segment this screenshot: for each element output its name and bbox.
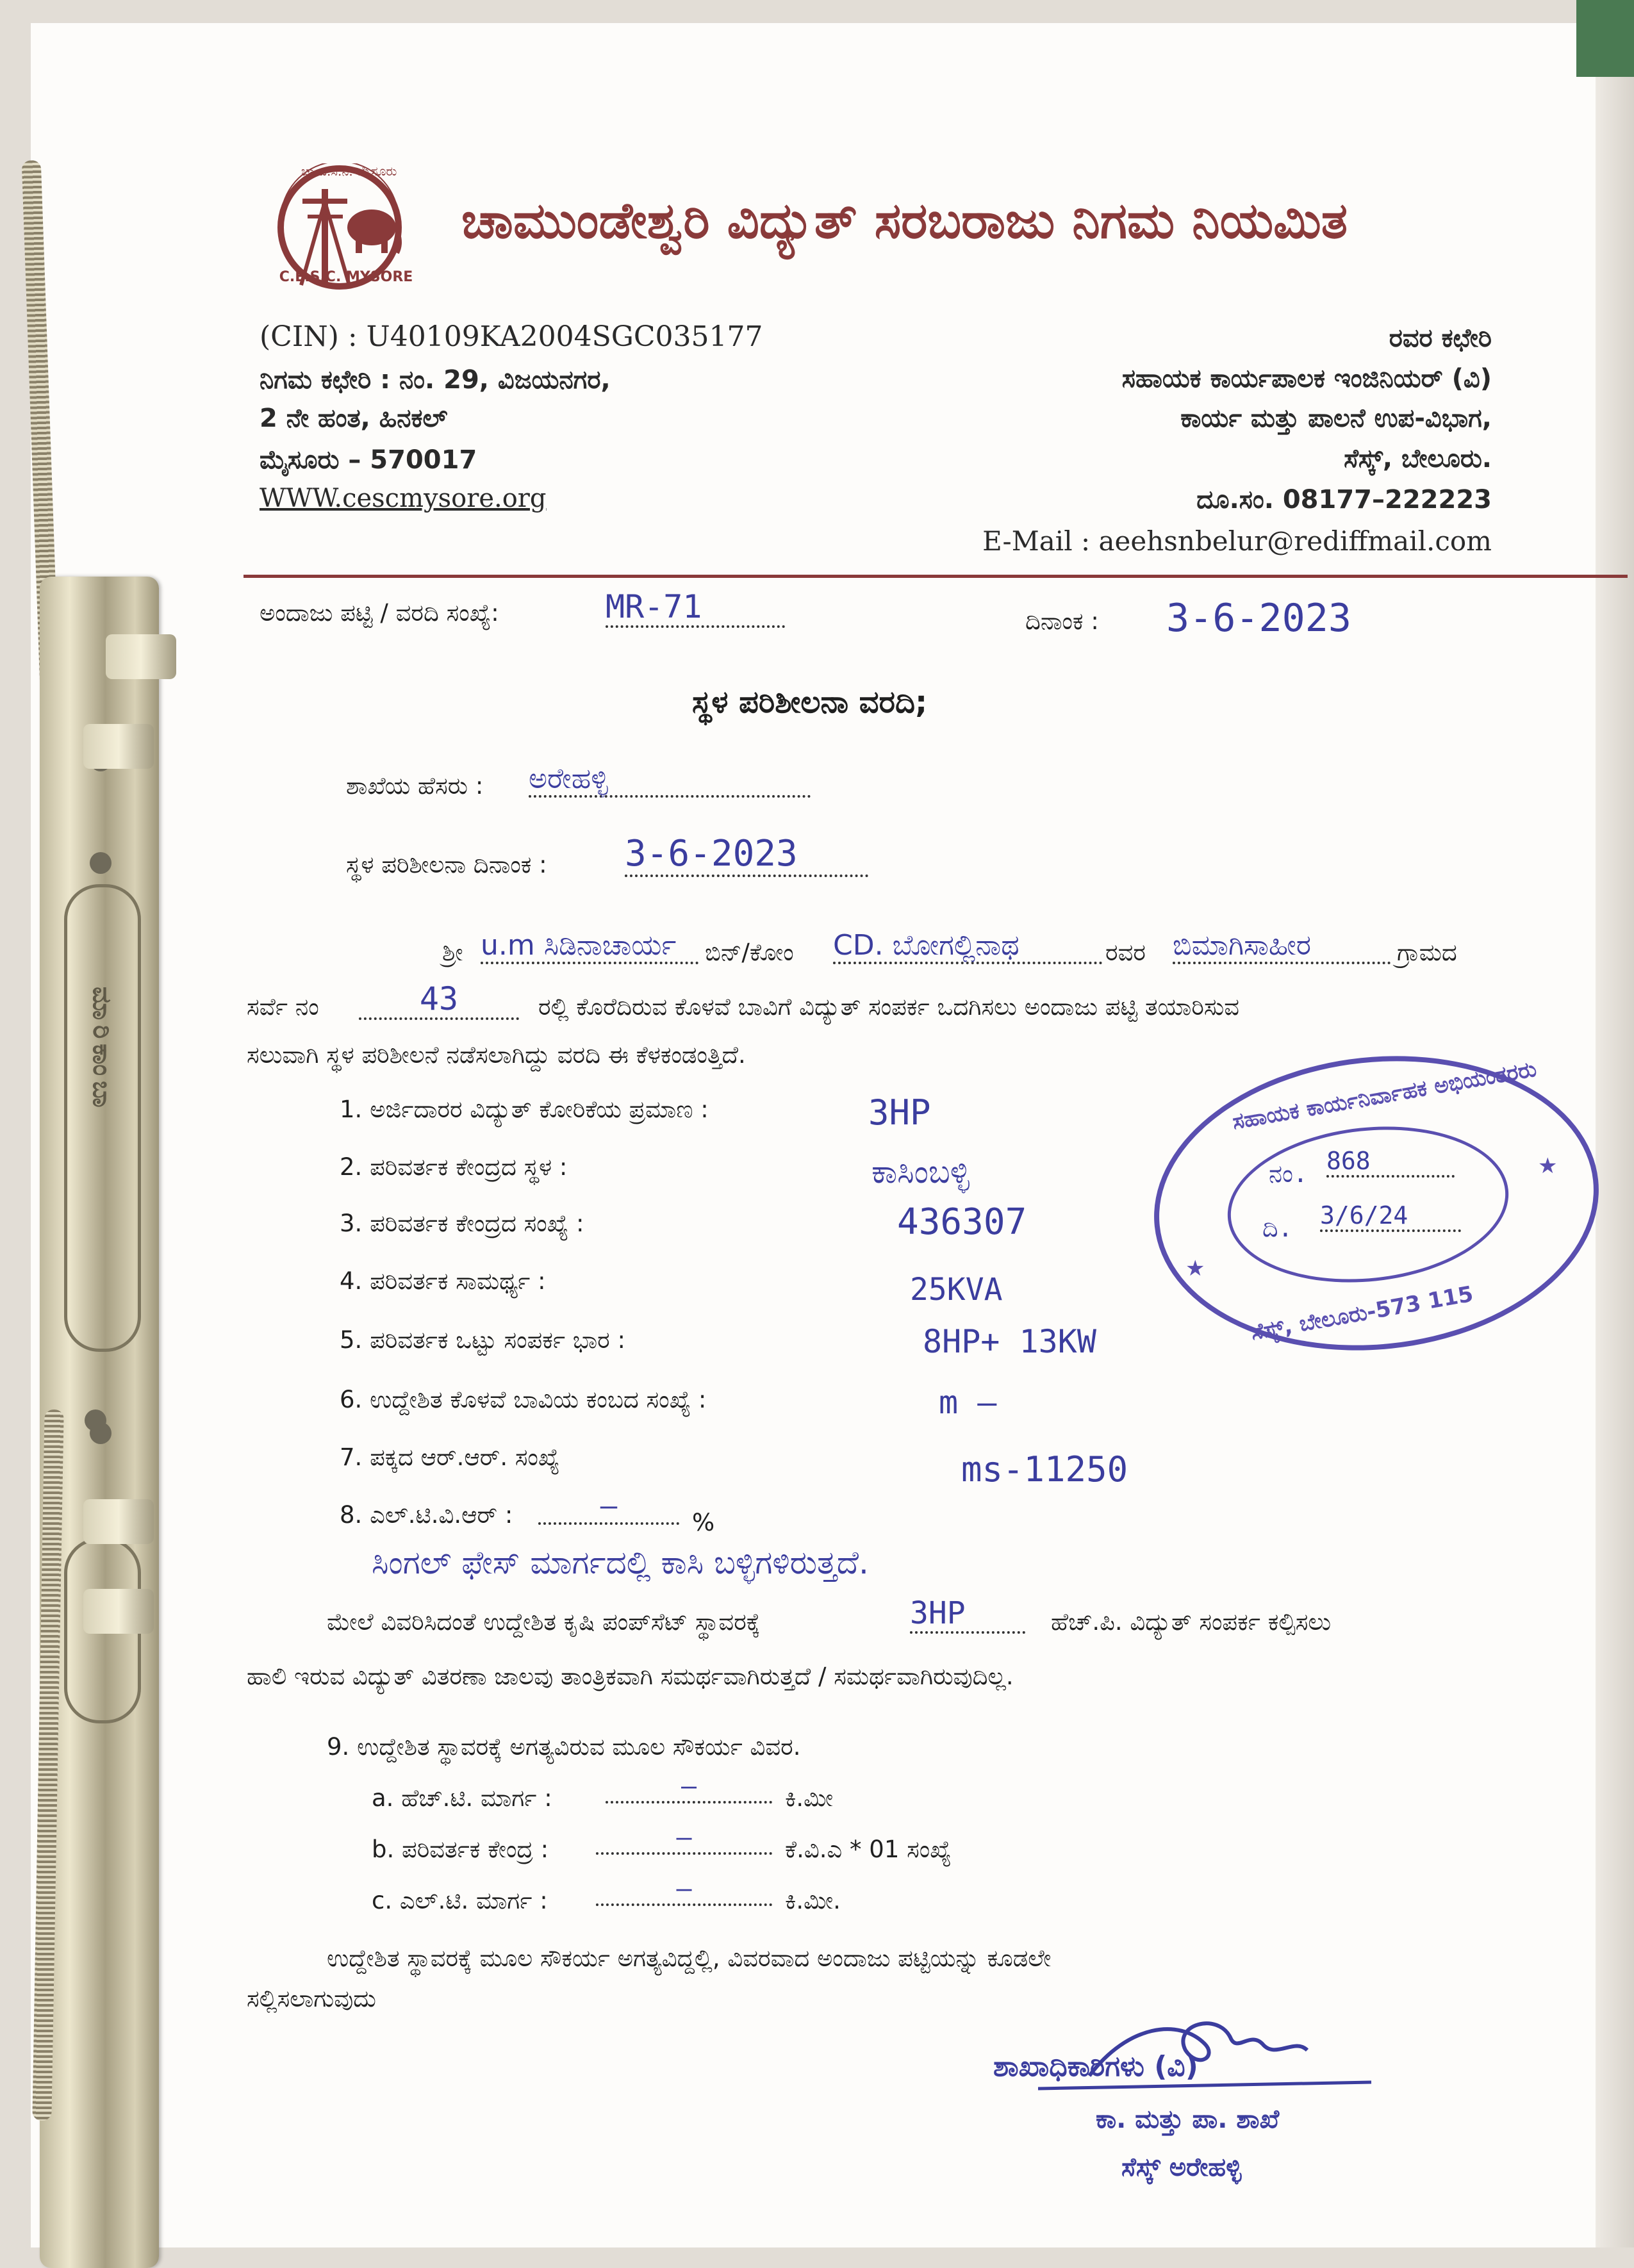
infra-row-label: c. ಎಲ್.ಟಿ. ಮಾರ್ಗ : (372, 1887, 548, 1914)
item-label: 6. ಉದ್ದೇಶಿತ ಕೊಳವೆ ಬಾವಿಯ ಕಂಬದ ಸಂಖ್ಯೆ : (340, 1386, 707, 1413)
village-suffix: ಗ್ರಾಮದ (1397, 939, 1457, 966)
item-label: 2. ಪರಿವರ್ತಕ ಕೇಂದ್ರದ ಸ್ಥಳ : (340, 1153, 568, 1181)
item-value: 25KVA (910, 1272, 1003, 1308)
office-division: ಕಾರ್ಯ ಮತ್ತು ಪಾಲನೆ ಉಪ-ವಿಭಾಗ, (1180, 404, 1492, 433)
organization-name: ಚಾಮುಂಡೇಶ್ವರಿ ವಿದ್ಯುತ್ ಸರಬರಾಜು ನಿಗಮ ನಿಯಮಿತ (461, 192, 1348, 250)
seal-number-label: ನಂ. (1269, 1160, 1308, 1188)
signatory-title: ಶಾಖಾಧಿಕಾರಿಗಳು (ವಿ) (993, 2050, 1198, 2083)
seal-top-text: ಸಹಾಯಕ ಕಾರ್ಯನಿರ್ವಾಹಕ ಅಭಿಯಂತರರು (1230, 1056, 1539, 1135)
infra-row-value: — (606, 1771, 772, 1804)
office-of: ರವರ ಕಛೇರಿ (1389, 324, 1492, 353)
applicant-name: u.m ಸಿಡಿನಾಚಾರ್ಯ (481, 929, 698, 964)
applicant-prefix: ಶ್ರೀ (442, 939, 463, 966)
cin-number: (CIN) : U40109KA2004SGC035177 (260, 320, 763, 353)
item-label: 4. ಪರಿವರ್ತಕ ಸಾಮರ್ಥ್ಯ : (340, 1267, 546, 1295)
office-phone: ದೂ.ಸಂ. 08177–222223 (1196, 485, 1492, 514)
conclusion-hp-value: 3HP (910, 1595, 1025, 1634)
page-edge (1596, 0, 1634, 2247)
office-title: ಸಹಾಯಕ ಕಾರ್ಯಪಾಲಕ ಇಂಜಿನಿಯರ್ (ವಿ) (1121, 364, 1492, 393)
item-value: 8HP+ 13KW (923, 1323, 1096, 1360)
infra-row-label: a. ಹೆಚ್.ಟಿ. ಮಾರ್ಗ : (372, 1784, 552, 1812)
conclusion-text: ಹೆಚ್.ಪಿ. ವಿದ್ಯುತ್ ಸಂಪರ್ಕ ಕಲ್ಪಿಸಲು (1051, 1608, 1332, 1636)
ltvr-label: 8. ಎಲ್.ಟಿ.ವಿ.ಆರ್ : (340, 1501, 513, 1529)
address-line-2: 2 ನೇ ಹಂತ, ಹಿನಕಲ್ (260, 404, 448, 433)
relation-name: CD. ಬೋಗಲ್ಲಿನಾಥ (833, 929, 1102, 964)
infra-row-unit: ಕಿ.ಮೀ. (785, 1887, 841, 1914)
corporate-office: ನಿಗಮ ಕಛೇರಿ : ನಂ. 29, ವಿಜಯನಗರ, (260, 365, 611, 395)
survey-text: ರಲ್ಲಿ ಕೊರೆದಿರುವ ಕೊಳವೆ ಬಾವಿಗೆ ವಿದ್ಯುತ್ ಸಂಪರ್ಕ ಒದಗಿಸಲು ಅಂದಾಜು ಪಟ್ಟಿ ತಯಾರಿಸುವ (538, 993, 1240, 1021)
header-divider (243, 575, 1628, 578)
binder-tab (106, 634, 176, 679)
seal-date-value: 3/6/24 (1320, 1201, 1461, 1232)
estimate-number-label: ಅಂದಾಜು ಪಟ್ಟಿ / ವರದಿ ಸಂಖ್ಯೆ: (260, 599, 499, 627)
office-place: ಸೆಸ್ಕ್, ಬೇಲೂರು. (1344, 444, 1492, 473)
item-label: 1. ಅರ್ಜಿದಾರರ ವಿದ್ಯುತ್ ಕೋರಿಕೆಯ ಪ್ರಮಾಣ : (340, 1096, 709, 1123)
item-value: 3HP (868, 1092, 931, 1133)
folder-corner (1576, 0, 1634, 77)
item-label: 5. ಪರಿವರ್ತಕ ಒಟ್ಟು ಸಂಪರ್ಕ ಭಾರ : (340, 1326, 625, 1354)
item-label: 3. ಪರಿವರ್ತಕ ಕೇಂದ್ರದ ಸಂಖ್ಯೆ : (340, 1210, 584, 1237)
infra-row-unit: ಕೆ.ವಿ.ಎ * 01 ಸಂಖ್ಯೆ (785, 1836, 952, 1863)
item-label: 7. ಪಕ್ಕದ ಆರ್.ಆರ್. ಸಂಖ್ಯೆ (340, 1443, 560, 1471)
date-value: 3-6-2023 (1166, 596, 1351, 641)
estimate-number-value: MR-71 (606, 588, 785, 628)
inspection-date-value: 3-6-2023 (625, 833, 868, 877)
conclusion-text-2: ಹಾಲಿ ಇರುವ ವಿದ್ಯುತ್ ವಿತರಣಾ ಜಾಲವು ತಾಂತ್ರಿಕವಾಗಿ ಸಮರ್ಥವಾಗಿರುತ್ತದೆ / ಸಮರ್ಥವಾಗಿರುವುದಿಲ್ಲ. (247, 1663, 1014, 1690)
signatory-place: ಸೆಸ್ಕ್ ಅರೇಹಳ್ಳಿ (1121, 2153, 1242, 2182)
infra-row-value: — (596, 1823, 772, 1855)
address-line-3: ಮೈಸೂರು – 570017 (260, 445, 477, 475)
branch-value: ಅರೇಹಳ್ಳಿ (529, 762, 811, 798)
item-value: 436307 (897, 1201, 1027, 1243)
logo-arc-text: ಚಾ.ವಿ.ಸ.ನಿ. ಮೈಸೂರು (301, 163, 397, 179)
binder-hole (90, 852, 111, 874)
survey-value: 43 (359, 980, 519, 1020)
binder-tab (83, 1589, 154, 1634)
village-name: ಬಿಮಾಗಿಸಾಹೀರ (1173, 929, 1391, 964)
survey-label: ಸರ್ವೆ ನಂ (247, 993, 319, 1021)
website-link[interactable]: WWW.cescmysore.org (260, 484, 547, 513)
item-value: m — (939, 1384, 997, 1421)
date-label: ದಿನಾಂಕ : (1025, 607, 1099, 635)
village-prefix: ರವರ (1105, 939, 1146, 966)
inspection-date-label: ಸ್ಥಳ ಪರಿಶೀಲನಾ ದಿನಾಂಕ : (346, 851, 547, 878)
infra-row-label: b. ಪರಿವರ್ತಕ ಕೇಂದ್ರ : (372, 1836, 549, 1863)
conclusion-text: ಮೇಲೆ ವಿವರಿಸಿದಂತೆ ಉದ್ದೇಶಿತ ಕೃಷಿ ಪಂಪ್‌ಸೆಟ್ ಸ್ಥಾವರಕ್ಕೆ (327, 1608, 761, 1636)
star-icon: ★ (1185, 1256, 1205, 1281)
closing-text-2: ಸಲ್ಲಿಸಲಾಗುವುದು (247, 1985, 376, 2012)
binder-tab (83, 1499, 154, 1544)
infra-row-unit: ಕಿ.ಮೀ (785, 1784, 834, 1812)
seal-bottom-text: ಸೆಸ್ಕ್, ಬೇಲೂರು-573 115 (1249, 1281, 1476, 1346)
closing-text: ಉದ್ದೇಶಿತ ಸ್ಥಾವರಕ್ಕೆ ಮೂಲ ಸೌಕರ್ಯ ಅಗತ್ಯವಿದ್ದಲ್ಲಿ, ವಿವರವಾದ ಅಂದಾಜು ಪಟ್ಟಿಯನ್ನು ಕೂಡಲೇ (327, 1944, 1052, 1972)
seal-number-value: 868 (1326, 1147, 1455, 1178)
binder-brand: ಮಾರಿಕಾಂಬಾ (87, 987, 117, 1113)
ltvr-value: — (538, 1490, 679, 1525)
intro-line-2: ಸಲುವಾಗಿ ಸ್ಥಳ ಪರಿಶೀಲನೆ ನಡೆಸಲಾಗಿದ್ದು ವರದಿ ಈ ಕೆಳಕಂಡಂತ್ತಿದೆ. (247, 1041, 746, 1069)
logo-caption: C.E.S.C. MYSORE (279, 269, 413, 285)
report-title: ಸ್ಥಳ ಪರಿಶೀಲನಾ ವರದಿ; (692, 684, 928, 720)
relation-label: ಬಿನ್/ಕೋಂ (705, 939, 794, 966)
star-icon: ★ (1538, 1153, 1558, 1179)
infrastructure-heading: 9. ಉದ್ದೇಶಿತ ಸ್ಥಾವರಕ್ಕೆ ಅಗತ್ಯವಿರುವ ಮೂಲ ಸೌಕರ್ಯ ವಿವರ. (327, 1733, 801, 1761)
branch-label: ಶಾಖೆಯ ಹೆಸರು : (346, 772, 484, 800)
seal-date-label: ದಿ. (1262, 1214, 1293, 1242)
office-email: E-Mail : aeehsnbelur@rediffmail.com (982, 525, 1492, 557)
handwritten-note: ಸಿಂಗಲ್ ಫೇಸ್ ಮಾರ್ಗದಲ್ಲಿ ಕಾಸಿ ಬಳ್ಳಿಗಳಿರುತ್ತದೆ. (372, 1544, 869, 1581)
infra-row-value: — (596, 1874, 772, 1906)
binder-hole (85, 1409, 106, 1431)
binder-tab (83, 724, 154, 769)
ltvr-unit: % (692, 1509, 715, 1536)
item-value: ms-11250 (961, 1449, 1128, 1490)
signatory-branch: ಕಾ. ಮತ್ತು ಪಾ. ಶಾಖೆ (1096, 2105, 1280, 2134)
item-value: ಕಾಸಿಂಬಳ್ಳಿ (871, 1153, 970, 1190)
